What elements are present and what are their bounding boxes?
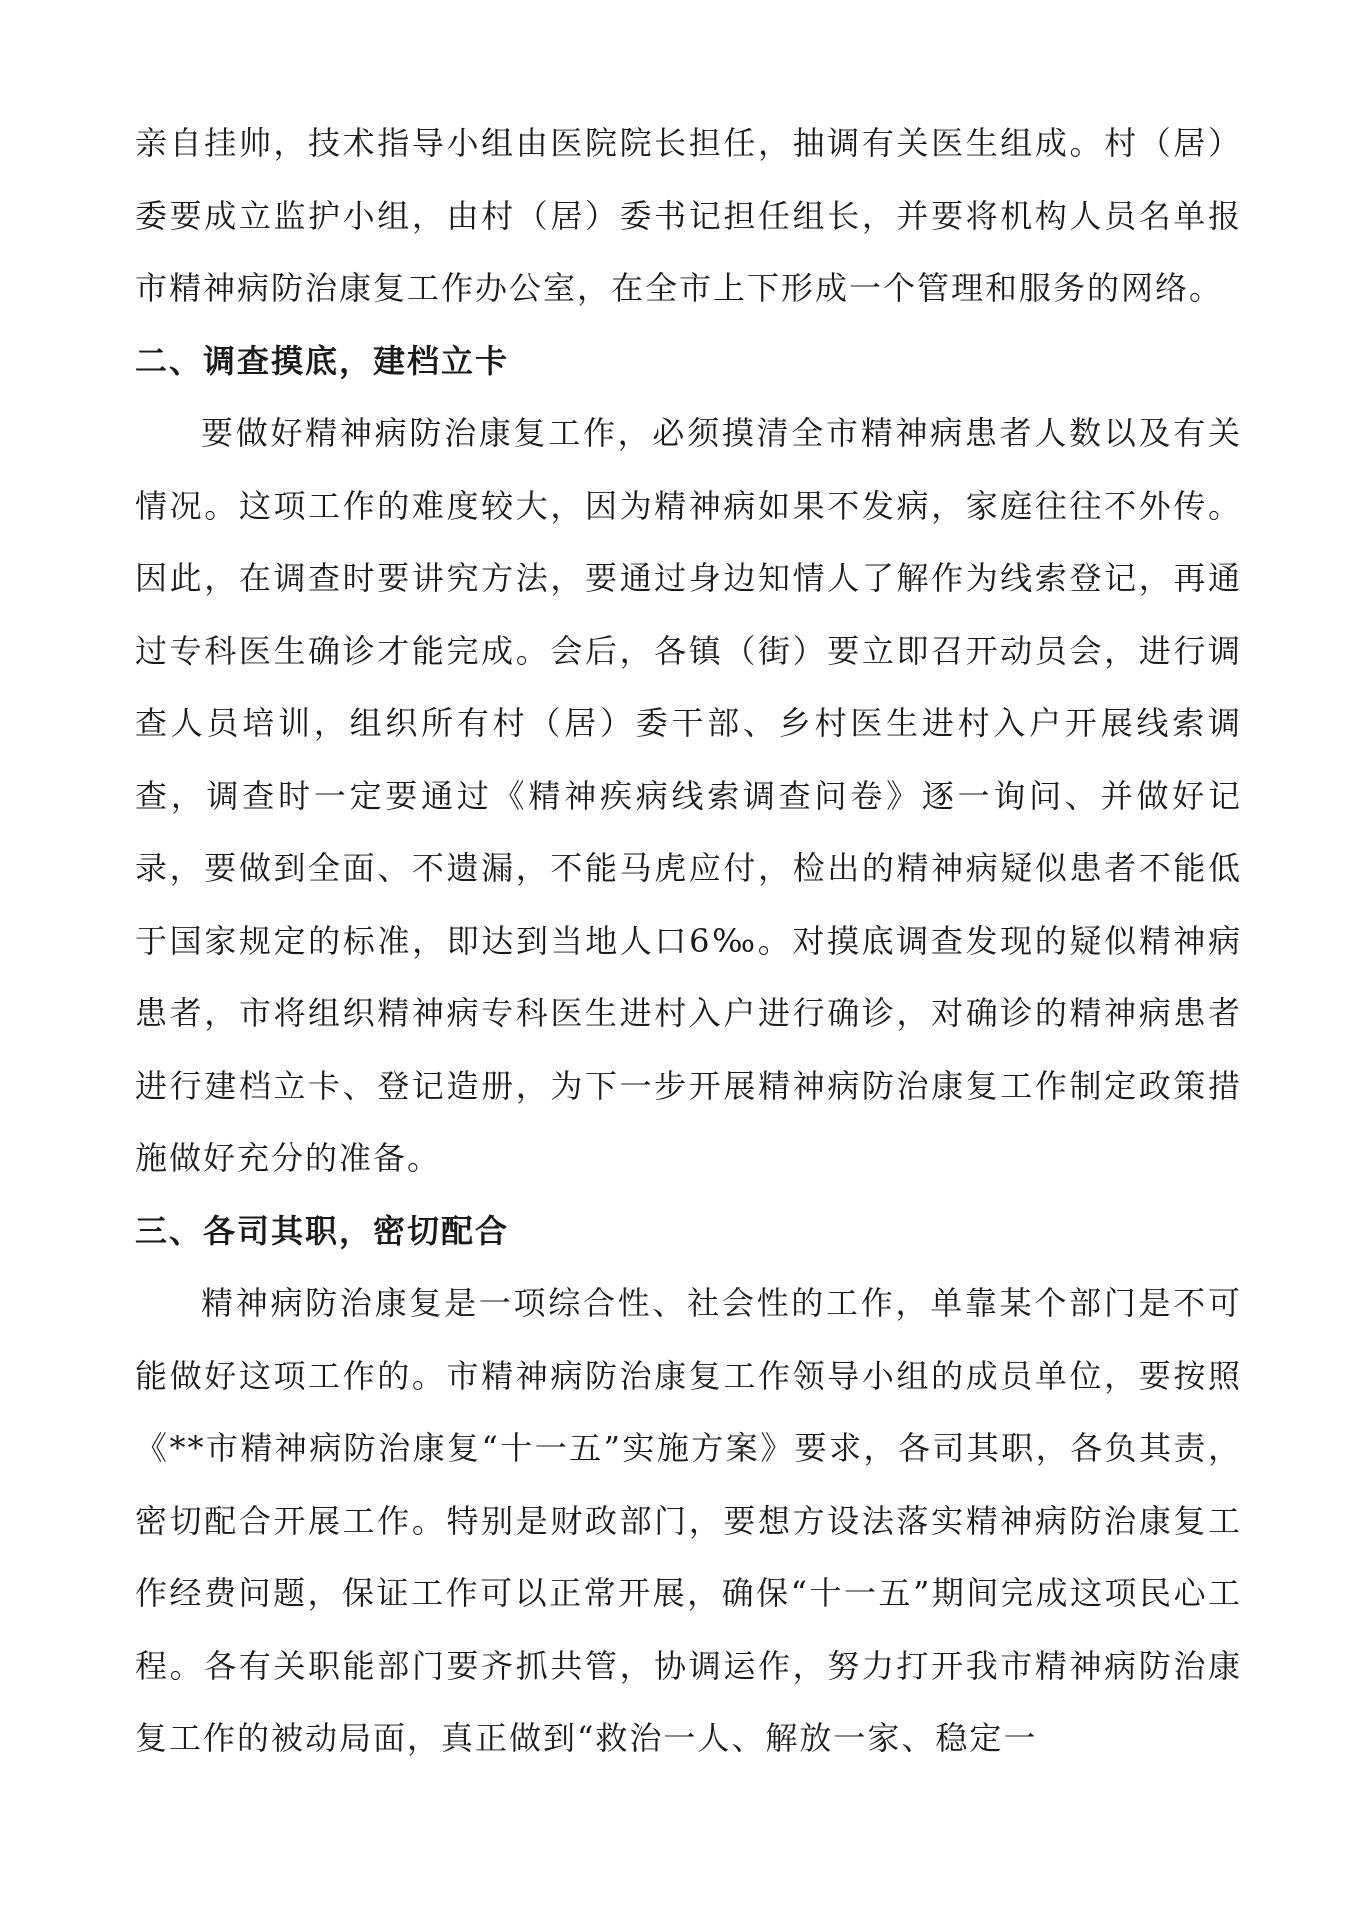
- body-paragraph-3: 精神病防治康复是一项综合性、社会性的工作，单靠某个部门是不可能做好这项工作的。市精神病防治康复工作领导小组的成员单位，要按照《**市精神病防治康复“十一五”实施方案》要求，各司其职，各负其责，密切配合开展工作。特别是财政部门，要想方设法落实精神病防治康复工作经费问题，保证工作可以正常开展，确保“十一五”期间完成这项民心工程。各有关职能部门要齐抓共管，协调运作，努力打开我市精神病防治康复工作的被动局面，真正做到“救治一人、解放一家、稳定一: [135, 1284, 1242, 1757]
- section-heading-2: 二、调查摸底，建档立卡: [135, 341, 510, 380]
- section-heading-3: 三、各司其职，密切配合: [135, 1211, 510, 1250]
- body-paragraph-1: 亲自挂帅，技术指导小组由医院院长担任，抽调有关医生组成。村（居）委要成立监护小组，由村（居）委书记担任组长，并要将机构人员名单报市精神病防治康复工作办公室，在全市上下形成一个管理和服务的网络。: [135, 124, 1242, 307]
- document-body: [135, 107, 1242, 1775]
- body-paragraph-2: 要做好精神病防治康复工作，必须摸清全市精神病患者人数以及有关情况。这项工作的难度较大，因为精神病如果不发病，家庭往往不外传。因此，在调查时要讲究方法，要通过身边知情人了解作为线索登记，再通过专科医生确诊才能完成。会后，各镇（街）要立即召开动员会，进行调查人员培训，组织所有村（居）委干部、乡村医生进村入户开展线索调查，调查时一定要通过《精神疾病线索调查问卷》逐一询问、并做好记录，要做到全面、不遗漏，不能马虎应付，检出的精神病疑似患者不能低于国家规定的标准，即达到当地人口6‰。对摸底调查发现的疑似精神病患者，市将组织精神病专科医生进村入户进行确诊，对确诊的精神病患者进行建档立卡、登记造册，为下一步开展精神病防治康复工作制定政策措施做好充分的准备。: [135, 414, 1242, 1177]
